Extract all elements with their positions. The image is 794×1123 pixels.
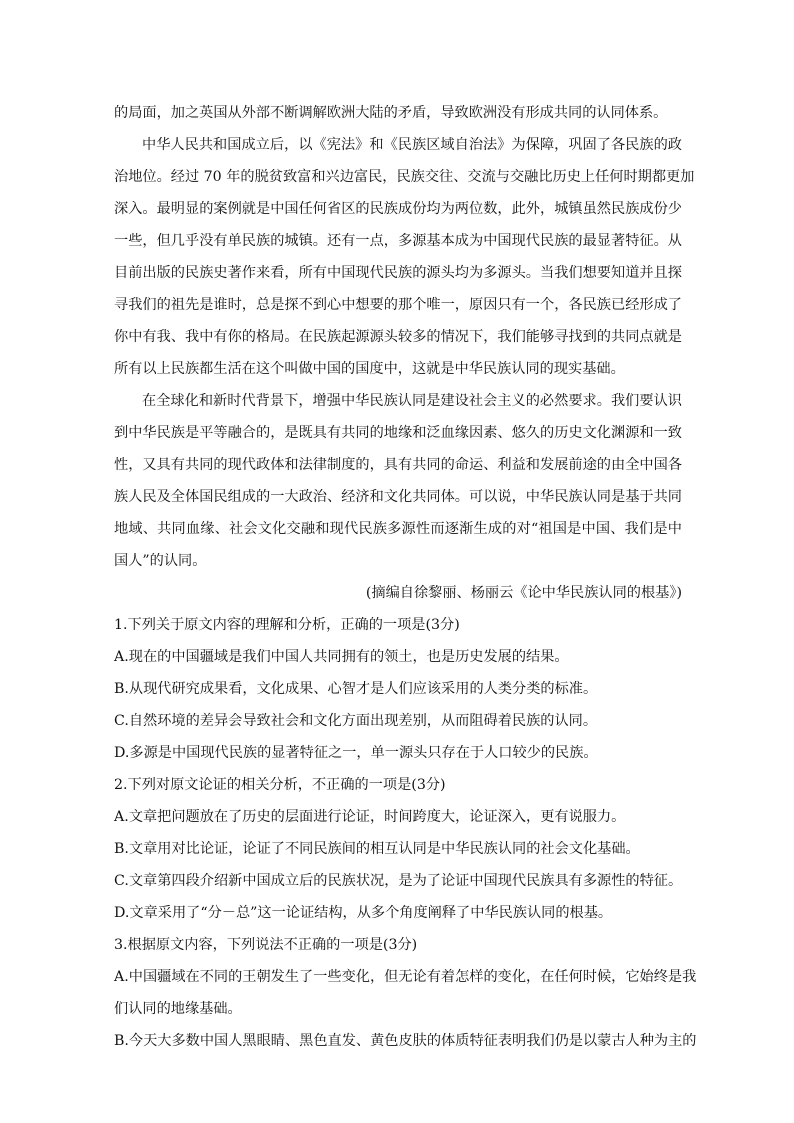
paragraph-line: 性，又具有共同的现代政体和法律制度的，具有共同的命运、利益和发展前途的由全中国各 [114,457,682,473]
paragraph-line: 目前出版的民族史著作来看，所有中国现代民族的源头均为多源头。当我们想要知道并且探 [114,265,682,281]
question-stem: 2.下列对原文论证的相关分析，不正确的一项是(3分) [114,777,446,793]
question-option: A.现在的中国疆域是我们中国人共同拥有的领土，也是历史发展的结果。 [114,649,569,665]
question-option: B.文章用对比论证，论证了不同民族间的相互认同是中华民族认同的社会文化基础。 [114,841,640,857]
question-option: D.文章采用了“分－总”这一论证结构，从多个角度阐释了中华民族认同的根基。 [114,905,613,921]
paragraph-line: 所有以上民族都生活在这个叫做中国的国度中，这就是中华民族认同的现实基础。 [114,361,625,377]
paragraph-line: 深入。最明显的案例就是中国任何省区的民族成份均为两位数，此外，城镇虽然民族成份少 [114,201,682,217]
question-option: B.今天大多数中国人黑眼睛、黑色直发、黄色皮肤的体质特征表明我们仍是以蒙古人种为主的 [114,1033,697,1049]
paragraph-line: 中华人民共和国成立后，以《宪法》和《民族区域自治法》为保障，巩固了各民族的政 [142,137,682,153]
question-option: C.文章第四段介绍新中国成立后的民族状况，是为了论证中国现代民族具有多源性的特征。 [114,873,683,889]
question-option: A.中国疆域在不同的王朝发生了一些变化，但无论有着怎样的变化，在任何时候，它始终是我 [114,969,697,985]
paragraph-line: 国人”的认同。 [114,553,207,569]
paragraph-line: 的局面，加之英国从外部不断调解欧洲大陆的矛盾，导致欧洲没有形成共同的认同体系。 [114,105,668,121]
question-option: 们认同的地缘基础。 [114,1001,242,1017]
question-option: D.多源是中国现代民族的显著特征之一，单一源头只存在于人口较少的民族。 [114,745,598,761]
question-option: C.自然环境的差异会导致社会和文化方面出现差别，从而阻碍着民族的认同。 [114,713,598,729]
question-stem: 1.下列关于原文内容的理解和分析，正确的一项是(3分) [114,617,460,633]
question-stem: 3.根据原文内容，下列说法不正确的一项是(3分) [114,937,418,953]
paragraph-line: 地域、共同血缘、社会文化交融和现代民族多源性而逐渐生成的对“祖国是中国、我们是中 [114,521,682,537]
question-option: B.从现代研究成果看，文化成果、心智才是人们应该采用的人类分类的标准。 [114,681,598,697]
paragraph-line: 在全球化和新时代背景下，增强中华民族认同是建设社会主义的必然要求。我们要认识 [142,393,682,409]
paragraph-line: 你中有我、我中有你的格局。在民族起源源头较多的情况下，我们能够寻找到的共同点就是 [114,329,682,345]
paragraph-line: 治地位。经过 70 年的脱贫致富和兴边富民，民族交往、交流与交融比历史上任何时期都更加 [114,169,695,185]
paragraph-line: 到中华民族是平等融合的，是既具有共同的地缘和泛血缘因素、悠久的历史文化渊源和一致 [114,425,682,441]
paragraph-line: 寻我们的祖先是谁时，总是探不到心中想要的那个唯一，原因只有一个，各民族已经形成了 [114,297,682,313]
question-option: A.文章把问题放在了历史的层面进行论证，时间跨度大，论证深入，更有说服力。 [114,809,626,825]
paragraph-line: 一些，但几乎没有单民族的城镇。还有一点，多源基本成为中国现代民族的最显著特征。从 [114,233,682,249]
source-citation: (摘编自徐黎丽、杨丽云《论中华民族认同的根基》) [365,585,682,601]
paragraph-line: 族人民及全体国民组成的一大政治、经济和文化共同体。可以说，中华民族认同是基于共同 [114,489,682,505]
